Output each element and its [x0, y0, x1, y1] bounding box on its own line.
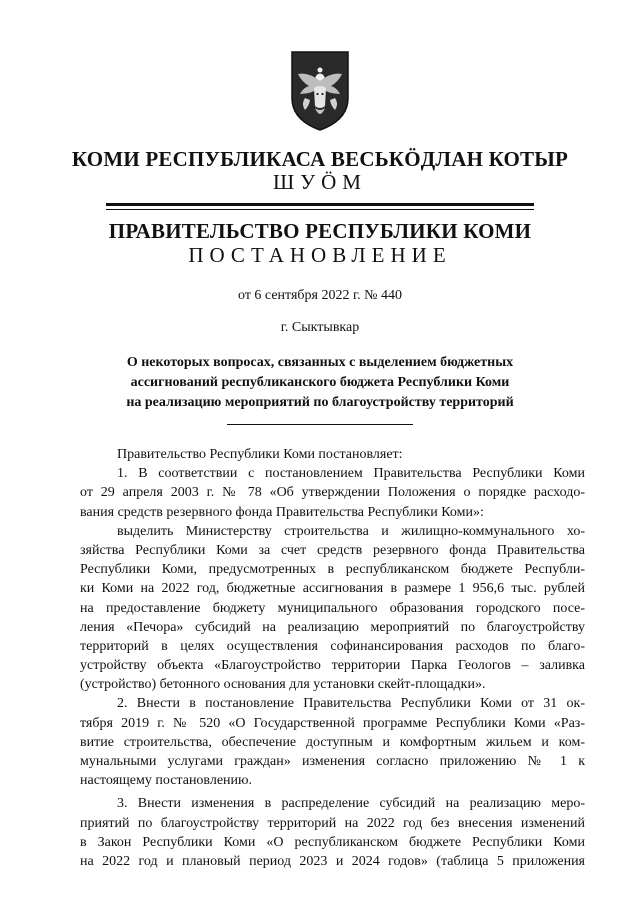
- body-line: выделить Министерству строительства и жилищно-коммунального хо-: [117, 523, 585, 539]
- subject-line: на реализацию мероприятий по благоустройству территорий: [126, 395, 514, 410]
- body-line: зяйства Республики Коми за счет средств резервного фонда Правительства: [80, 542, 585, 558]
- body-line: Республики Коми, предусмотренных в республиканском бюджете Республи-: [80, 562, 585, 578]
- body-line: 1. В соответствии с постановлением Правительства Республики Коми: [117, 466, 585, 482]
- subject-line: ассигнований республиканского бюджета Республики Коми: [130, 375, 510, 390]
- body-line: (устройство) бетонного основания для установки скейт-площадки».: [80, 677, 486, 693]
- subject-line: О некоторых вопросах, связанных с выделением бюджетных: [126, 355, 514, 370]
- body-line: ления «Печора» субсидий на реализацию мероприятий по благоустройству: [80, 619, 585, 635]
- body-line: тября 2019 г. № 520 «О Государственной программе Республики Коми «Раз-: [80, 715, 585, 731]
- body-line: от 29 апреля 2003 г. № 78 «Об утверждении Положения о порядке расходо-: [80, 485, 585, 501]
- body-line: вания средств резервного фонда Правительства Республики Коми»:: [80, 504, 484, 520]
- body-line: на предоставление бюджету муниципального образования городского посе-: [80, 600, 585, 616]
- body-line: на 2022 год и плановый период 2023 и 2024 годов» (таблица 5 приложения: [80, 853, 585, 869]
- document-type: ПОСТАНОВЛЕНИЕ: [188, 243, 452, 267]
- komi-document-type: ШУӦМ: [273, 170, 367, 194]
- body-line: Правительство Республики Коми постановляет:: [117, 447, 403, 462]
- body-line: территорий в целях осуществления софинансирования расходов по благо-: [80, 638, 585, 654]
- header-divider-thick: [106, 203, 534, 206]
- document-subject: [100, 353, 540, 413]
- subject-underline: [227, 424, 413, 425]
- body-line: 2. Внести в постановление Правительства Республики Коми от 31 ок-: [117, 696, 585, 712]
- body-line: витие строительства, обеспечение доступным и комфортным жильем и ком-: [80, 734, 585, 750]
- header-divider-thin: [106, 209, 534, 210]
- body-line: приятий по благоустройству территорий на 2022 год без внесения изменений: [80, 815, 585, 831]
- document-date-number: от 6 сентября 2022 г. № 440: [238, 288, 402, 303]
- komi-government-title: КОМИ РЕСПУБЛИКАСА ВЕСЬКӦДЛАН КОТЫР: [71, 147, 569, 171]
- body-line: настоящему постановлению.: [80, 773, 252, 789]
- government-title: ПРАВИТЕЛЬСТВО РЕСПУБЛИКИ КОМИ: [108, 219, 532, 243]
- body-line: в Закон Республики Коми «О республиканском бюджете Республики Коми: [80, 834, 585, 850]
- komi-coat-of-arms-icon: [289, 48, 351, 132]
- document-body: [80, 445, 585, 871]
- body-line: мунальными услугами граждан» изменения согласно приложению № 1 к: [80, 754, 585, 769]
- body-line: устройству объекта «Благоустройство территории Парка Геологов – заливка: [80, 658, 585, 674]
- body-line: ки Коми на 2022 год, бюджетные ассигнования в размере 1 956,6 тыс. рублей: [80, 581, 585, 597]
- document-city: г. Сыктывкар: [280, 320, 360, 335]
- body-line: 3. Внести изменения в распределение субсидий на реализацию меро-: [117, 796, 585, 812]
